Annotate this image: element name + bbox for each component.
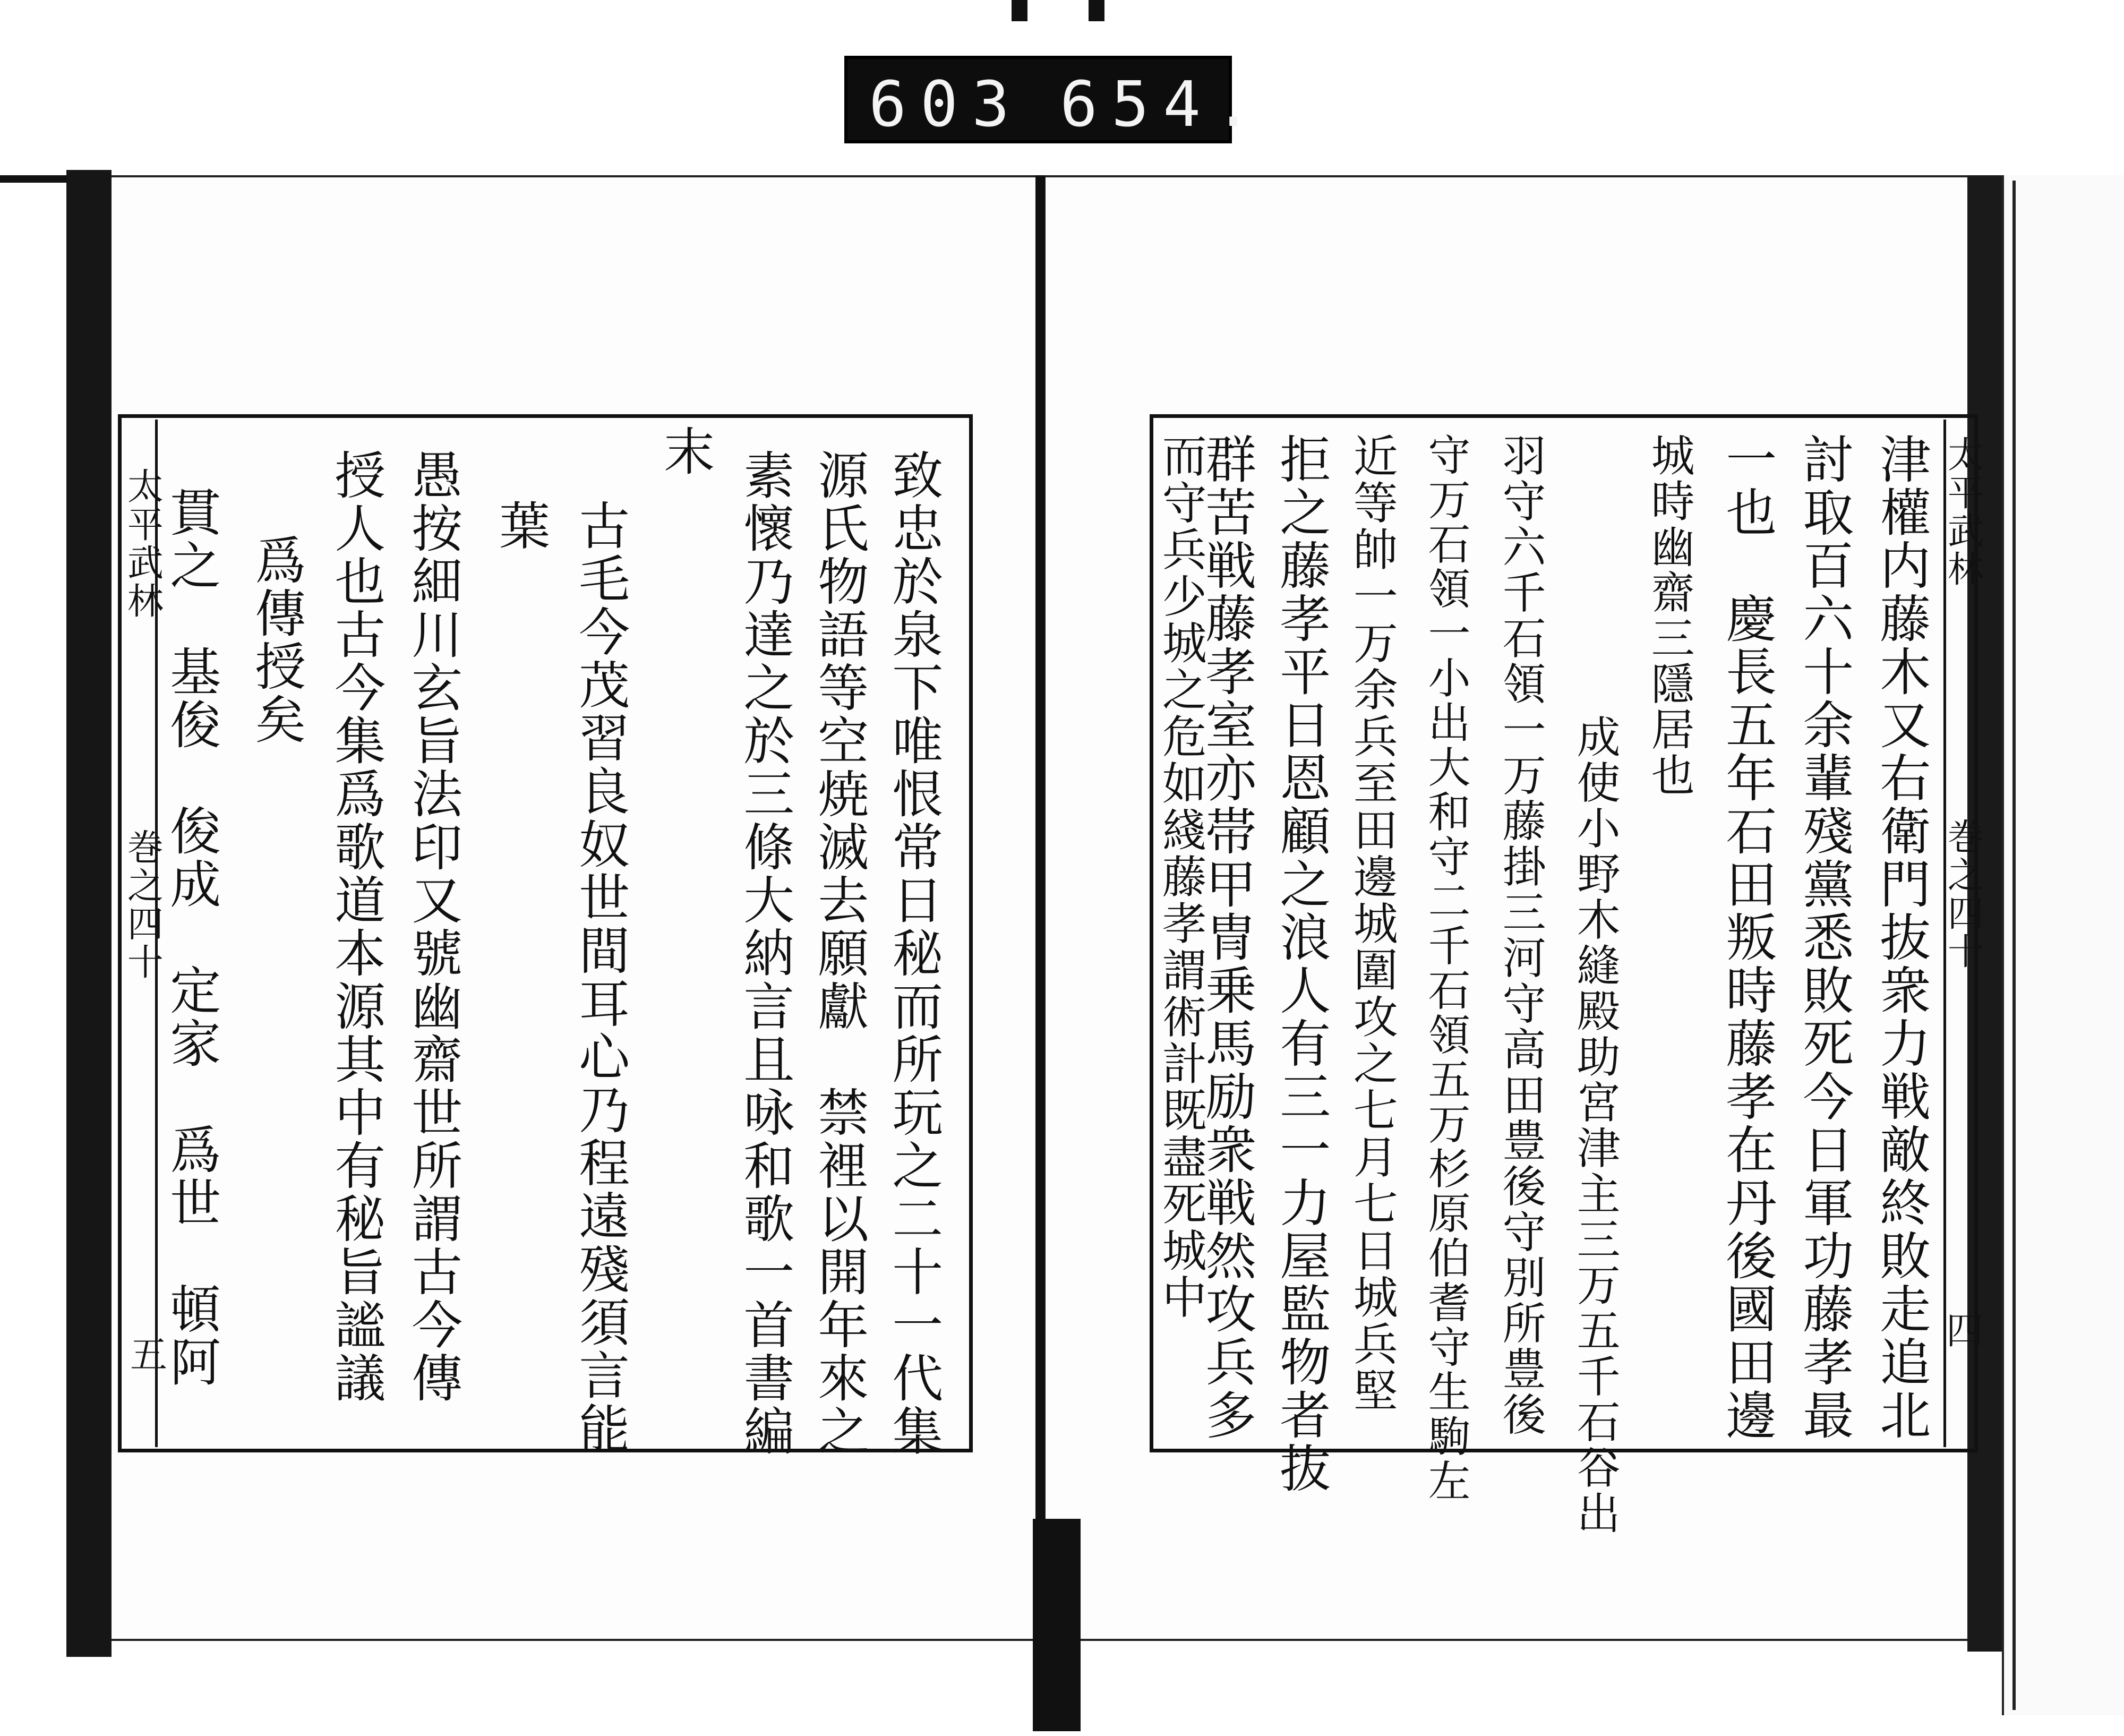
next-page-edge-line [2012,181,2016,1710]
left-book-edge [66,170,112,1657]
left-column-5: 古毛今茂習良奴世間耳心乃程遠殘須言能 [570,499,630,1455]
label-number-right: 654. [1060,67,1266,141]
right-column-6: 羽守六千石領一万藤掛三河守高田豊後守別所豊後 [1495,433,1546,1438]
right-page-number: 四 [1946,1309,1983,1353]
right-column-8: 近等帥一万余兵至田邊城圍攻之七月七日城兵堅 [1346,433,1399,1414]
right-fold-title: 太平武林 [1941,435,1984,588]
top-tick-mark [1012,0,1027,21]
left-column-6: 葉 [491,499,551,552]
left-column-7: 愚按細川玄旨法印又號幽齋世所謂古今傳 [403,449,463,1405]
next-page-edge [2002,175,2124,1715]
left-column-2: 源氏物語等空焼滅去願獻 禁裡以開年來之 [809,449,869,1458]
left-column-8: 授人也古今集爲歌道本源其中有秘旨謐議 [326,449,386,1405]
right-column-5: 成使小野木縫殿助宮津主三万五千石谷出 [1570,714,1621,1536]
archive-label-plate [844,56,1266,143]
right-column-1: 津權内藤木又右衛門抜衆力戦敵終敗走追北 [1871,433,1931,1442]
right-column-2: 討取百六十余輩殘黨悉敗死今日軍功藤孝最 [1794,433,1854,1442]
left-column-3: 素懷乃達之於三條大納言且咏和歌一首書編 [735,449,795,1458]
top-tick-mark [1089,0,1104,21]
label-number-left: 603 [869,67,1024,141]
right-column-9: 拒之藤孝平日恩顧之浪人有三一力屋監物者抜 [1271,433,1331,1495]
right-column-7: 守万石領一小出大和守二千石領五万杉原伯耆守生駒左 [1421,433,1470,1503]
left-column-9: 爲傳授矣 [246,534,306,746]
left-fold-title: 太平武林 [121,467,164,620]
right-column-3: 一也 慶長五年石田叛時藤孝在丹後國田邊 [1717,433,1777,1442]
right-column-11: 而守兵少城之危如綫藤孝謂術計既盡死城中 [1155,433,1207,1321]
gutter-shadow [1033,1519,1081,1731]
right-column-10: 群苦戦藤孝室亦帯甲冑乗馬励衆戦然攻兵多 [1197,433,1257,1442]
left-column-10: 貫之 基俊 俊成 定家 爲世 頓阿 [161,486,221,1389]
right-fold-volume: 巻之四十 [1941,818,1984,971]
left-column-1: 致忠於泉下唯恨常日秘而所玩之二十一代集 [884,449,944,1458]
left-column-4: 末 [655,425,715,478]
left-page-number: 五 [130,1333,167,1376]
center-gutter [1035,175,1045,1715]
right-column-4: 城時幽齋三隱居也 [1644,433,1695,798]
left-fold-volume: 巻之四十 [121,828,164,981]
